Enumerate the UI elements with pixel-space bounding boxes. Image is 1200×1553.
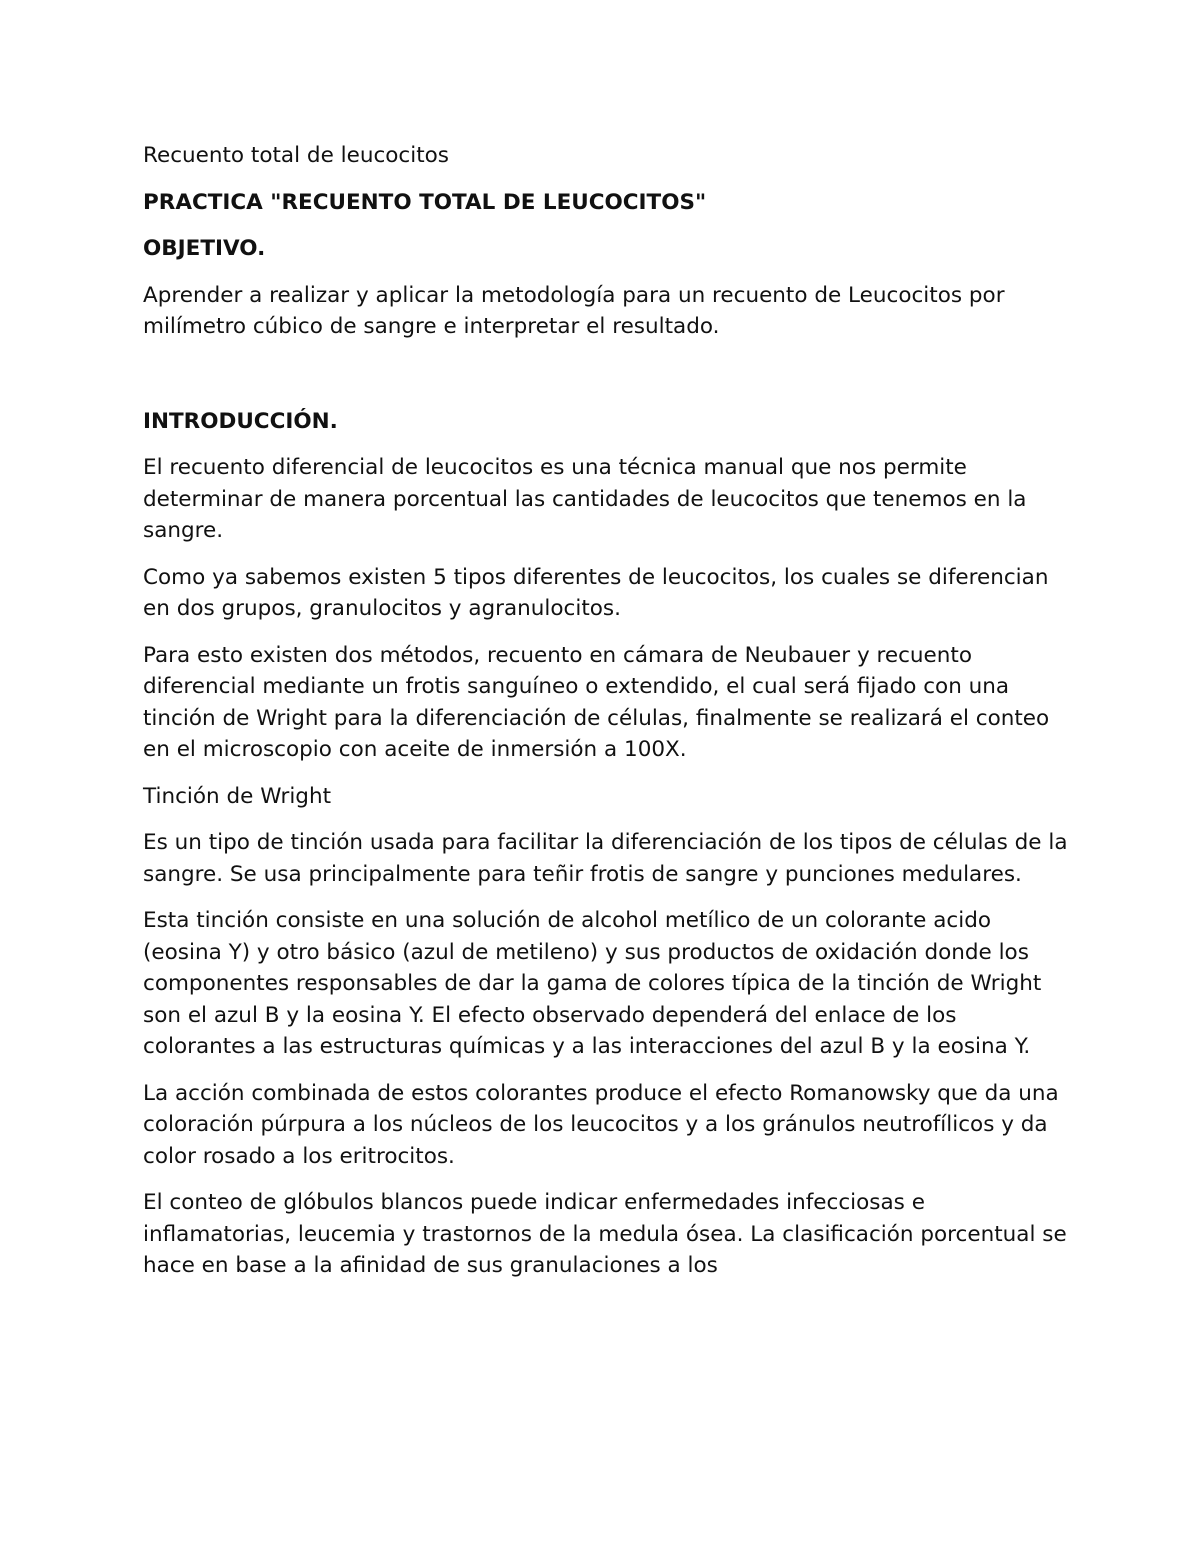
wright-paragraph-4: El conteo de glóbulos blancos puede indicar enfermedades infecciosas e inflamatorias, leucemia y trastornos de la medula ósea. La clasificación porcentual se hace en base a la afinidad de sus granulaciones a los	[143, 1190, 1067, 1278]
introduction-heading: INTRODUCCIÓN.	[143, 408, 338, 434]
introduction-paragraph-1: El recuento diferencial de leucocitos es una técnica manual que nos permite determinar de manera porcentual las cantidades de leucocitos que tenemos en la sangre.	[143, 455, 1027, 543]
wright-paragraph-2: Esta tinción consiste en una solución de alcohol metílico de un colorante acido (eosina Y) y otro básico (azul de metileno) y sus productos de oxidación donde los componentes responsables de dar la gama de colores típica de la tinción de Wright son el azul B y la eosina Y. El efecto observado dependerá del enlace de los colorantes a las estructuras químicas y a las interacciones del azul B y la eosina Y.	[143, 908, 1042, 1059]
objective-heading: OBJETIVO.	[143, 236, 266, 261]
document-body	[143, 140, 1073, 1297]
document-title: Recuento total de leucocitos	[143, 143, 450, 168]
introduction-paragraph-2: Como ya sabemos existen 5 tipos diferentes de leucocitos, los cuales se diferencian en dos grupos, granulocitos y agranulocitos.	[143, 564, 1049, 621]
blank-line	[143, 358, 1073, 406]
practice-heading: PRACTICA "RECUENTO TOTAL DE LEUCOCITOS"	[143, 189, 707, 215]
wright-paragraph-3: La acción combinada de estos colorantes produce el efecto Romanowsky que da una coloración púrpura a los núcleos de los leucocitos y a los gránulos neutrofílicos y da color rosado a los eritrocitos.	[143, 1080, 1059, 1169]
wright-paragraph-1: Es un tipo de tinción usada para facilitar la diferenciación de los tipos de células de la sangre. Se usa principalmente para teñir frotis de sangre y punciones medulares.	[143, 830, 1068, 887]
objective-paragraph: Aprender a realizar y aplicar la metodología para un recuento de Leucocitos por milímetro cúbico de sangre e interpretar el resultado.	[143, 282, 1005, 339]
introduction-paragraph-3: Para esto existen dos métodos, recuento en cámara de Neubauer y recuento diferencial mediante un frotis sanguíneo o extendido, el cual será fijado con una tinción de Wright para la diferenciación de células, finalmente se realizará el conteo en el microscopio con aceite de inmersión a 100X.	[143, 642, 1050, 762]
wright-heading: Tinción de Wright	[143, 783, 331, 809]
